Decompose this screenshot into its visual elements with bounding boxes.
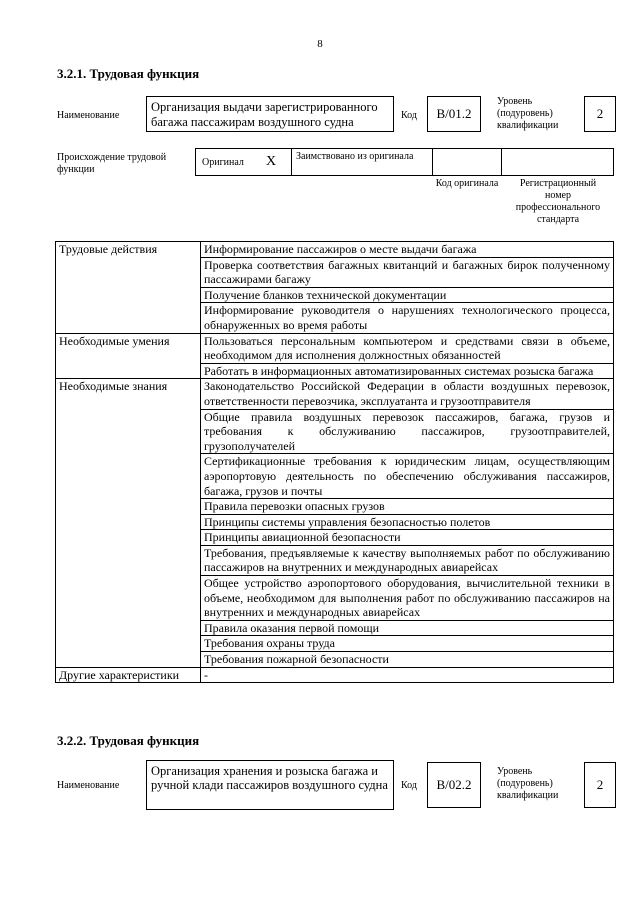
name-label-2: Наименование [57, 780, 120, 791]
level-label-2: Уровень (подуровень) квалификации [497, 766, 559, 801]
original-label: Оригинал [202, 157, 244, 168]
table-row: Информирование пассажиров о месте выдачи багажа [201, 242, 614, 258]
level-box-2: 2 [584, 762, 616, 808]
page-number: 8 [317, 38, 323, 50]
table-row: Правила оказания первой помощи [201, 620, 614, 636]
table-row: Информирование руководителя о нарушениях технологического процесса, обнаруженных во время работы [201, 303, 614, 333]
table-row: - [201, 667, 614, 683]
code-label-2: Код [401, 780, 417, 791]
table-row: Принципы авиационной безопасности [201, 530, 614, 546]
level-box: 2 [584, 96, 616, 132]
table-row: Принципы системы управления безопасностью полетов [201, 514, 614, 530]
table-row: Общее устройство аэропортового оборудования, вычислительной техники в объеме, необходимом для выполнения работ по обслуживанию пассажиров на внутренних и международных авиарейсах [201, 576, 614, 621]
table-row: Требования пожарной безопасности [201, 652, 614, 668]
category-knowledge: Необходимые знания [56, 379, 201, 667]
table-row: Правила перевозки опасных грузов [201, 499, 614, 515]
table-row: Получение бланков технической документации [201, 287, 614, 303]
labor-function-table [55, 241, 614, 683]
category-labor-actions: Трудовые действия [56, 242, 201, 334]
orig-code-caption: Код оригинала [435, 178, 499, 189]
table-row: Работать в информационных автоматизированных системах розыска багажа [201, 363, 614, 379]
section-heading: 3.2.1. Трудовая функция [57, 66, 200, 81]
origin-label: Происхождение трудовой функции [57, 152, 167, 175]
table-row: Проверка соответствия багажных квитанций и багажных бирок полученному пассажирами багажу [201, 257, 614, 287]
table-row: Пользоваться персональным компьютером и средствами связи в объеме, необходимом для исполнения должностных обязанностей [201, 333, 614, 363]
category-other: Другие характеристики [56, 667, 201, 683]
orig-code-cell [432, 148, 502, 176]
original-cell [195, 148, 292, 176]
code-label: Код [401, 110, 417, 121]
table-row: Требования, предъявляемые к качеству выполняемых работ по обслуживанию пассажиров на внутренних и международных авиарейсах [201, 545, 614, 575]
table-row: Сертификационные требования к юридическим лицам, осуществляющим аэропортовую деятельность по обеспечению обслуживания пассажиров, багажа, грузов и почты [201, 454, 614, 499]
level-label: Уровень (подуровень) квалификации [497, 96, 559, 131]
table-row: Общие правила воздушных перевозок пассажиров, багажа, грузов и требования к обслуживанию пассажиров, грузоотправителей, грузополучателей [201, 409, 614, 454]
original-mark: X [266, 154, 277, 169]
borrowed-cell: Заимствовано из оригинала [291, 148, 433, 176]
section-heading-2: 3.2.2. Трудовая функция [57, 733, 200, 748]
reg-number-caption: Регистрационный номер профессионального стандарта [515, 178, 601, 225]
table-row: Законодательство Российской Федерации в области воздушных перевозок, ответственности перевозчика, эксплуатанта и грузоотправителя [201, 379, 614, 409]
name-label: Наименование [57, 110, 120, 121]
table-row: Требования охраны труда [201, 636, 614, 652]
reg-number-cell [501, 148, 614, 176]
category-skills: Необходимые умения [56, 333, 201, 379]
function-name-box-2: Организация хранения и розыска багажа и ручной клади пассажиров воздушного судна [146, 760, 394, 810]
code-box-2: B/02.2 [427, 762, 481, 808]
code-box: B/01.2 [427, 96, 481, 132]
function-name-box: Организация выдачи зарегистрированного багажа пассажирам воздушного судна [146, 96, 394, 132]
